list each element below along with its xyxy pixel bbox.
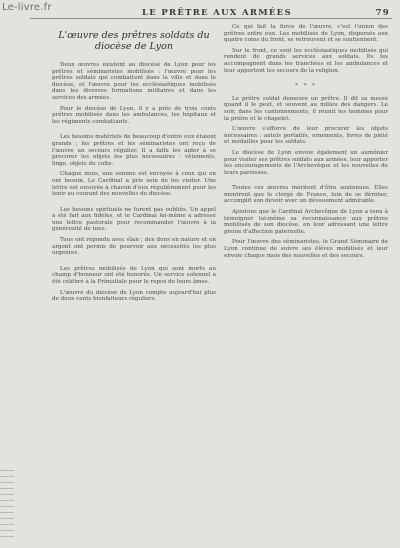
section-separator: * * * bbox=[295, 83, 317, 90]
article-title: L'œuvre des prêtres soldats du diocèse de Lyon bbox=[58, 30, 210, 52]
paragraph: Pour le diocèse de Lyon, il y a près de trois cents prêtres mobilisés dans les ambulances, les hôpitaux et les régiments combattants. bbox=[52, 105, 216, 125]
paragraph: Toutes ces œuvres méritent d'être soutenues. Elles montrent que le clergé de France, loin de se dérober, accomplit son devoir avec un dévouement admirable. bbox=[224, 185, 388, 205]
paragraph: Ce qui fait la force de l'œuvre, c'est l'union des prêtres entre eux. Les mobilisés de Lyon, dispersés aux quatre coins du front, se retrouvent et se soutiennent. bbox=[224, 24, 388, 44]
header-rule bbox=[30, 18, 392, 19]
paragraph: Sur le front, ce sont les ecclésiastiques mobilisés qui rendent de grands services aux soldats. Ils les accompagnent dans les tranchées et les ambulances et leur apportent les secours de la religion. bbox=[224, 47, 388, 74]
paragraph: Chaque mois, une somme est envoyée à ceux qui en ont besoin. Le Cardinal a pris soin de les visiter. Une lettre est envoyée à chacun d'eux régulièrement pour les tenir au courant des nouvelles du diocèse. bbox=[52, 171, 216, 198]
paragraph: Tous ont répondu avec élan ; des dons en nature et en argent ont permis de pourvoir aux nécessités les plus urgentes. bbox=[52, 237, 216, 257]
page-number: 79 bbox=[375, 8, 390, 18]
paragraph: Le diocèse de Lyon envoie également un aumônier pour visiter ses prêtres soldats aux armées, leur apporter les encouragements de l'Archevêque et les nouvelles de leurs paroisses. bbox=[224, 149, 388, 176]
paragraph: L'œuvre du diocèse de Lyon compte aujourd'hui plus de deux cents bienfaiteurs réguliers. bbox=[52, 289, 216, 303]
paragraph: Deux œuvres existent au diocèse de Lyon pour les prêtres et séminaristes mobilisés : l'œuvre pour les prêtres soldats qui combattent dans la ville et dans le diocèse, et l'œuvre pour les ecclésiastiques mobilisés dans les diverses formations militaires et dans les services des armées. bbox=[52, 62, 216, 101]
right-column bbox=[224, 24, 388, 263]
paragraph: Le prêtre soldat demeure un prêtre. Il dit sa messe quand il le peut, et souvent au milieu des dangers. Le soir, dans les cantonnements, il réunit les hommes pour la prière et le chapelet. bbox=[224, 95, 388, 122]
page-edge-shadow bbox=[0, 470, 14, 540]
running-head: LE PRÊTRE AUX ARMÉES bbox=[142, 8, 292, 18]
paragraph: Les prêtres mobilisés de Lyon qui sont morts au champ d'honneur ont été honorés. Un service solennel a été célébré à la Primatiale pour le repos de leurs âmes. bbox=[52, 265, 216, 286]
paragraph: Les besoins matériels de beaucoup d'entre eux étaient grands ; les prêtres et les séminaristes ont reçu de l'œuvre un secours régulier. Il a fallu les aider à se procurer les objets les plus nécessaires : vêtements, linge, objets du culte. bbox=[52, 134, 216, 167]
left-column bbox=[52, 30, 216, 307]
paragraph: Pour l'œuvre des séminaristes, le Grand Séminaire de Lyon continue de suivre ses élèves mobilisés et leur envoie chaque mois des nouvelles et des secours. bbox=[224, 239, 388, 259]
paragraph: Ajoutons que le Cardinal Archevêque de Lyon a tenu à témoigner lui-même sa reconnaissance aux prêtres mobilisés de son diocèse, en leur adressant une lettre pleine d'affection paternelle. bbox=[224, 209, 388, 235]
watermark: Le-livre.fr bbox=[2, 2, 52, 13]
paragraph: L'œuvre s'efforce de leur procurer les objets nécessaires : autels portatifs, ornements, livres de piété et médailles pour les soldats. bbox=[224, 126, 388, 146]
paragraph: Les besoins spirituels ne furent pas oubliés. Un appel a été fait aux fidèles, et le Cardinal lui-même a adressé une lettre pastorale pour recommander l'œuvre à la générosité de tous. bbox=[52, 206, 216, 233]
